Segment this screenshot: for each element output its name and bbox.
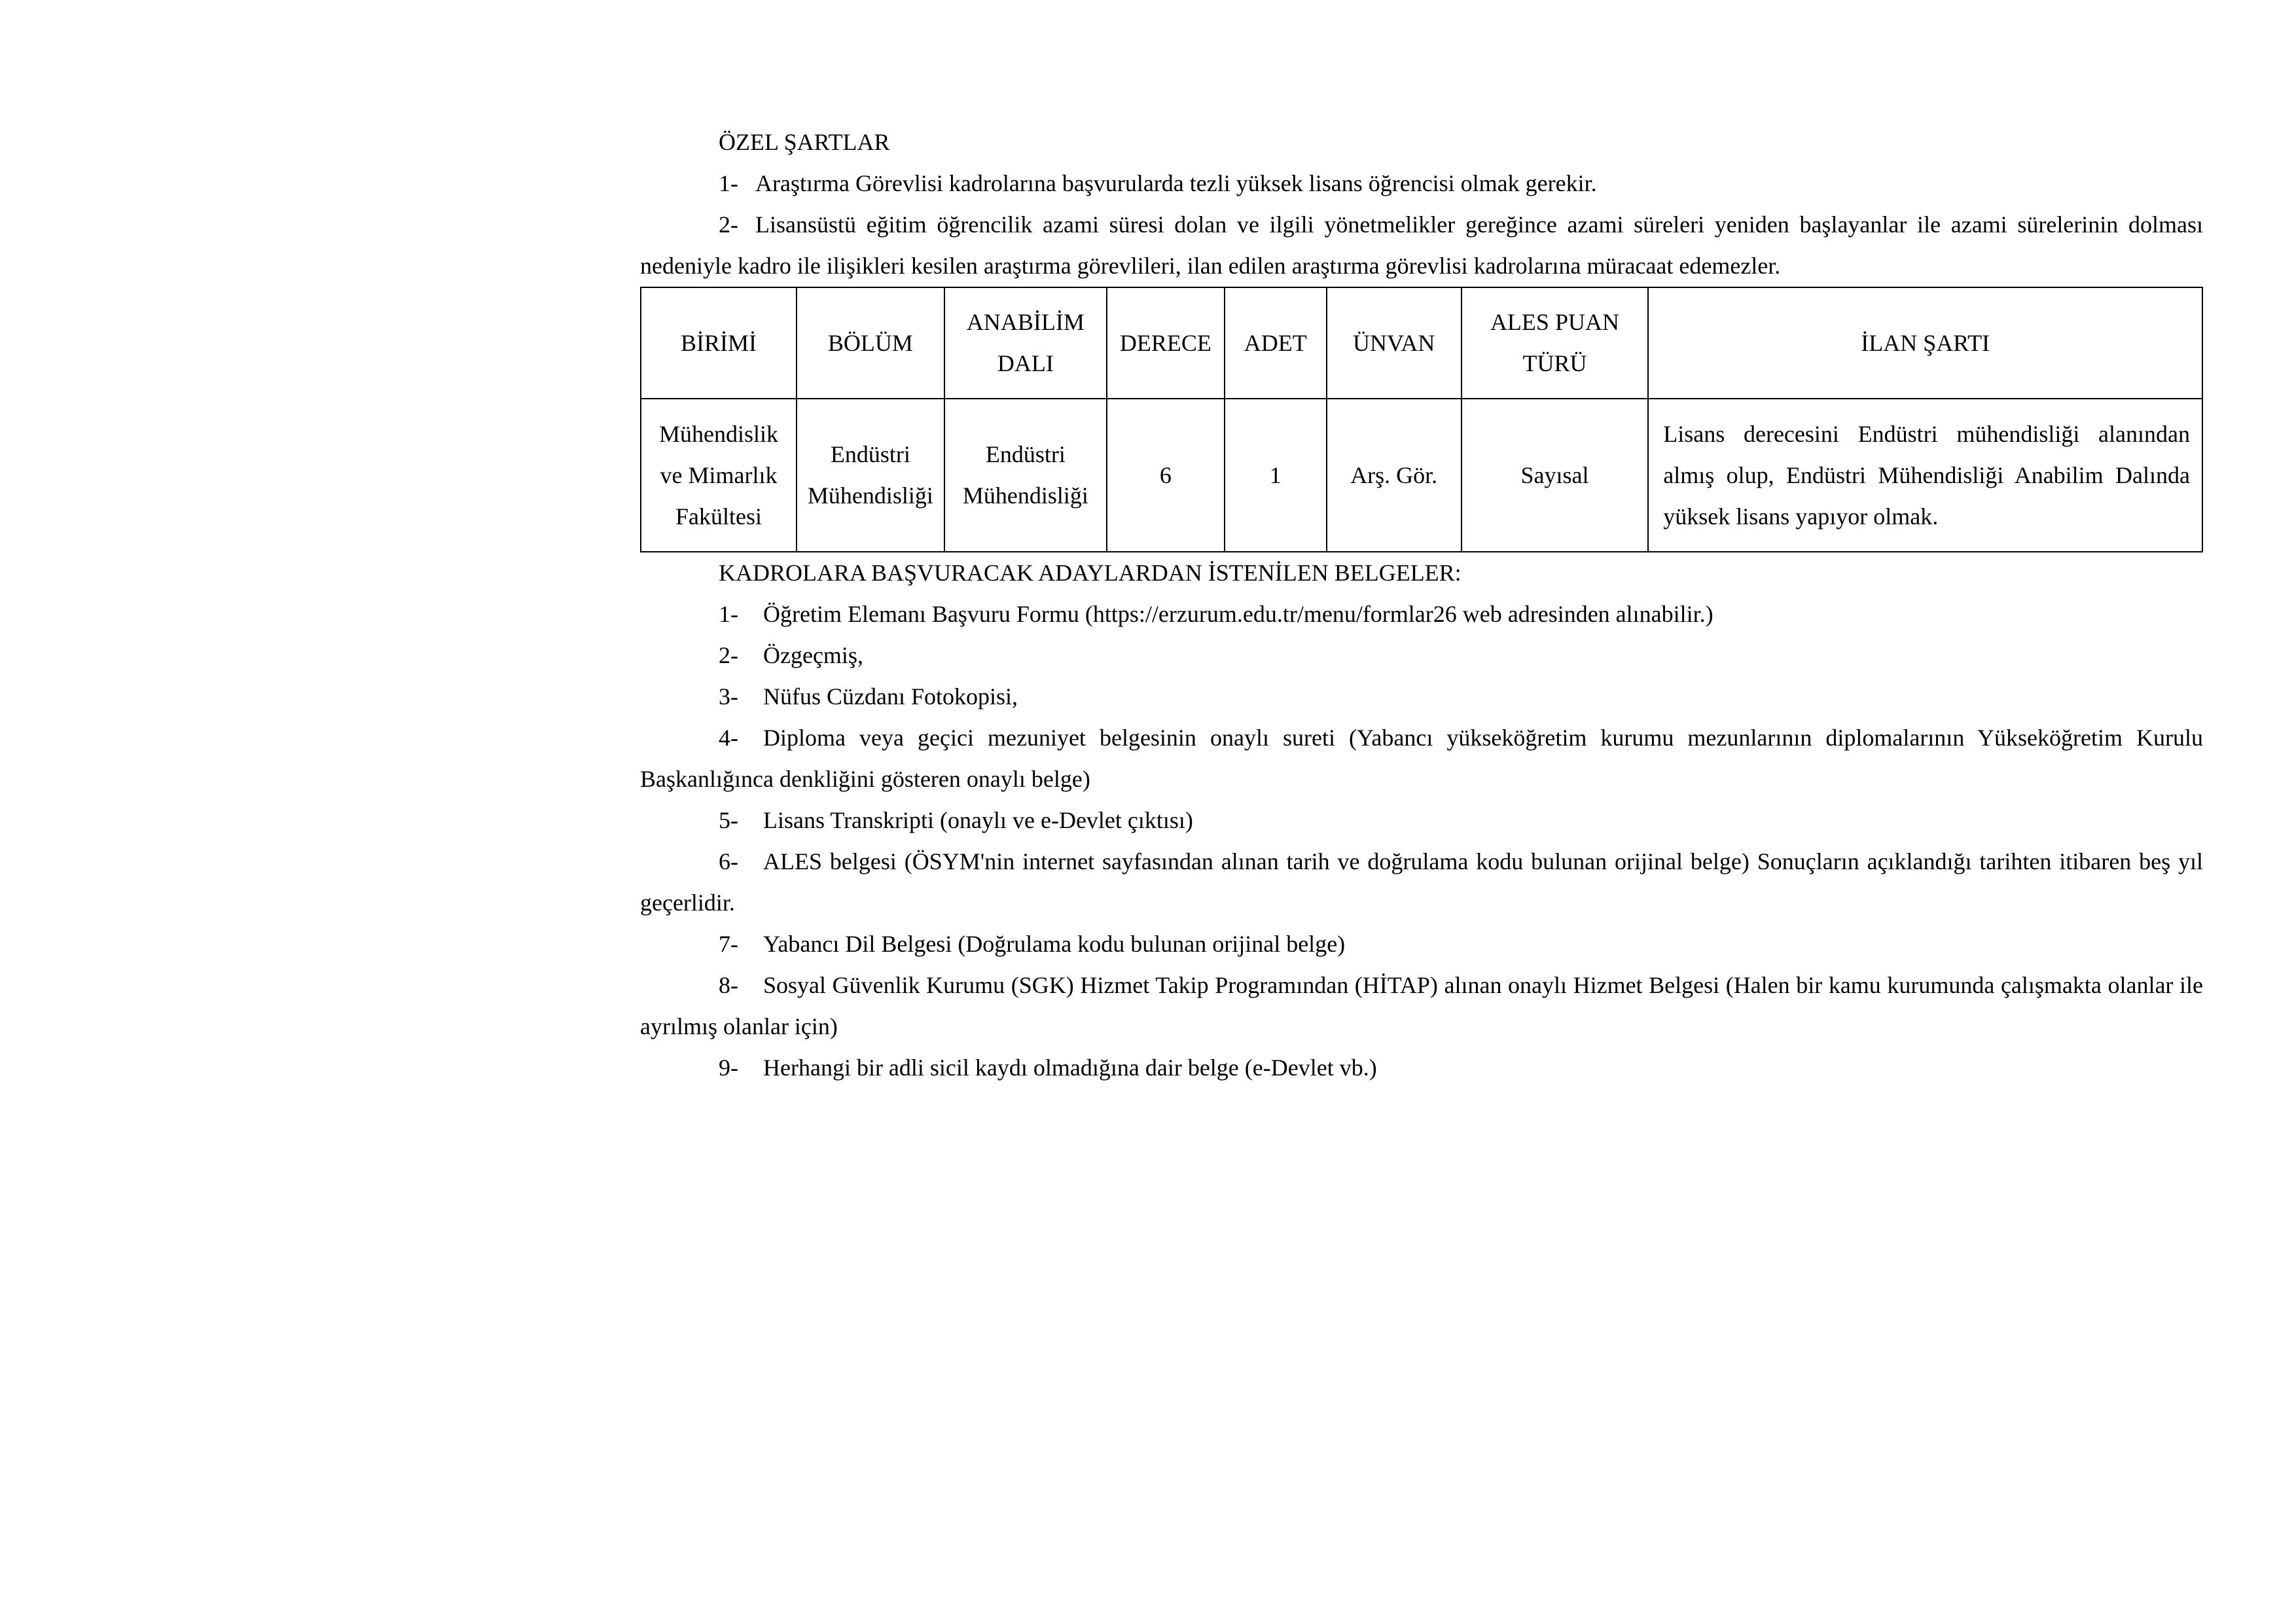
item-text: ALES belgesi (ÖSYM'nin internet sayfasından alınan tarih ve doğrulama kodu bulunan orijinal belge) Sonuçların açıklandığı tarihten itibaren beş yıl geçerlidir. bbox=[640, 848, 2203, 916]
header-text: ANABİLİM bbox=[966, 309, 1085, 335]
table-row bbox=[641, 399, 2202, 552]
cell-derece: 6 bbox=[1107, 399, 1225, 552]
special-condition-item bbox=[640, 204, 2203, 287]
item-text: Yabancı Dil Belgesi (Doğrulama kodu bulunan orijinal belge) bbox=[763, 931, 1346, 957]
header-text: ALES PUAN bbox=[1490, 309, 1619, 335]
document-item bbox=[640, 594, 2203, 635]
header-unvan: ÜNVAN bbox=[1327, 287, 1462, 399]
item-number: 8- bbox=[719, 972, 738, 998]
item-number: 9- bbox=[719, 1055, 738, 1081]
document-item bbox=[640, 717, 2203, 800]
item-number: 4- bbox=[719, 725, 738, 751]
header-text: TÜRÜ bbox=[1522, 350, 1587, 376]
special-condition-item bbox=[640, 163, 2203, 204]
header-bolum: BÖLÜM bbox=[797, 287, 944, 399]
item-text: Öğretim Elemanı Başvuru Formu (https://erzurum.edu.tr/menu/formlar26 web adresinden alınabilir.) bbox=[763, 601, 1713, 627]
item-number: 1- bbox=[719, 170, 738, 196]
header-ilan-sarti: İLAN ŞARTI bbox=[1648, 287, 2202, 399]
special-conditions-heading: ÖZEL ŞARTLAR bbox=[719, 129, 890, 155]
header-birimi: BİRİMİ bbox=[641, 287, 797, 399]
cell-unvan: Arş. Gör. bbox=[1327, 399, 1462, 552]
cell-text: Endüstri bbox=[830, 441, 910, 467]
header-derece: DERECE bbox=[1107, 287, 1225, 399]
cell-text: Endüstri bbox=[985, 441, 1066, 467]
item-number: 6- bbox=[719, 848, 738, 875]
document-item bbox=[640, 965, 2203, 1047]
cell-adet: 1 bbox=[1225, 399, 1327, 552]
item-text: Lisansüstü eğitim öğrencilik azami süresi dolan ve ilgili yönetmelikler gereğince azami süreleri yeniden başlayanlar ile azami sürelerinin dolması nedeniyle kadro ile ilişikleri kesilen araştırma görevlileri, ilan edilen araştırma görevlisi kadrolarına müracaat edemezler. bbox=[640, 211, 2203, 279]
item-text: Araştırma Görevlisi kadrolarına başvurularda tezli yüksek lisans öğrencisi olmak gerekir. bbox=[755, 170, 1597, 196]
item-text: Özgeçmiş, bbox=[763, 642, 863, 668]
document-item bbox=[640, 924, 2203, 965]
document-item bbox=[640, 635, 2203, 676]
document-body bbox=[640, 122, 2203, 1089]
cell-ales: Sayısal bbox=[1462, 399, 1649, 552]
cell-text: Mühendislik bbox=[658, 420, 778, 447]
item-text: Nüfus Cüzdanı Fotokopisi, bbox=[763, 683, 1018, 710]
header-anabilim-dali bbox=[944, 287, 1107, 399]
header-adet: ADET bbox=[1225, 287, 1327, 399]
document-item bbox=[640, 800, 2203, 841]
header-text: DALI bbox=[997, 350, 1054, 376]
header-ales-puan-turu bbox=[1462, 287, 1649, 399]
item-number: 1- bbox=[719, 601, 738, 627]
document-item bbox=[640, 1047, 2203, 1089]
item-number: 7- bbox=[719, 931, 738, 957]
item-text: Lisans Transkripti (onaylı ve e-Devlet çıktısı) bbox=[763, 807, 1193, 833]
item-text: Herhangi bir adli sicil kaydı olmadığına dair belge (e-Devlet vb.) bbox=[763, 1055, 1377, 1081]
document-item bbox=[640, 676, 2203, 717]
item-number: 3- bbox=[719, 683, 738, 710]
item-number: 2- bbox=[719, 642, 738, 668]
item-number: 5- bbox=[719, 807, 738, 833]
cell-text: Fakültesi bbox=[675, 503, 762, 530]
cell-anabilim-dali bbox=[944, 399, 1107, 552]
required-documents-heading: KADROLARA BAŞVURACAK ADAYLARDAN İSTENİLEN BELGELER: bbox=[719, 560, 1462, 586]
cell-text: Mühendisliği bbox=[807, 482, 933, 509]
table-header-row bbox=[641, 287, 2202, 399]
item-text: Sosyal Güvenlik Kurumu (SGK) Hizmet Takip Programından (HİTAP) alınan onaylı Hizmet Belgesi (Halen bir kamu kurumunda çalışmakta olanlar ile ayrılmış olanlar için) bbox=[640, 972, 2203, 1039]
cell-text: Mühendisliği bbox=[962, 482, 1088, 509]
item-number: 2- bbox=[719, 211, 738, 238]
cell-ilan-sarti: Lisans derecesini Endüstri mühendisliği alanından almış olup, Endüstri Mühendisliği Anabilim Dalında yüksek lisans yapıyor olmak. bbox=[1648, 399, 2202, 552]
cell-text: ve Mimarlık bbox=[660, 461, 778, 488]
cell-birimi bbox=[641, 399, 797, 552]
cell-bolum bbox=[797, 399, 944, 552]
position-table bbox=[640, 287, 2203, 552]
item-text: Diploma veya geçici mezuniyet belgesinin onaylı sureti (Yabancı yükseköğretim kurumu mezunlarının diplomalarının Yükseköğretim Kurulu Başkanlığınca denkliğini gösteren onaylı belge) bbox=[640, 725, 2203, 792]
document-item bbox=[640, 841, 2203, 924]
